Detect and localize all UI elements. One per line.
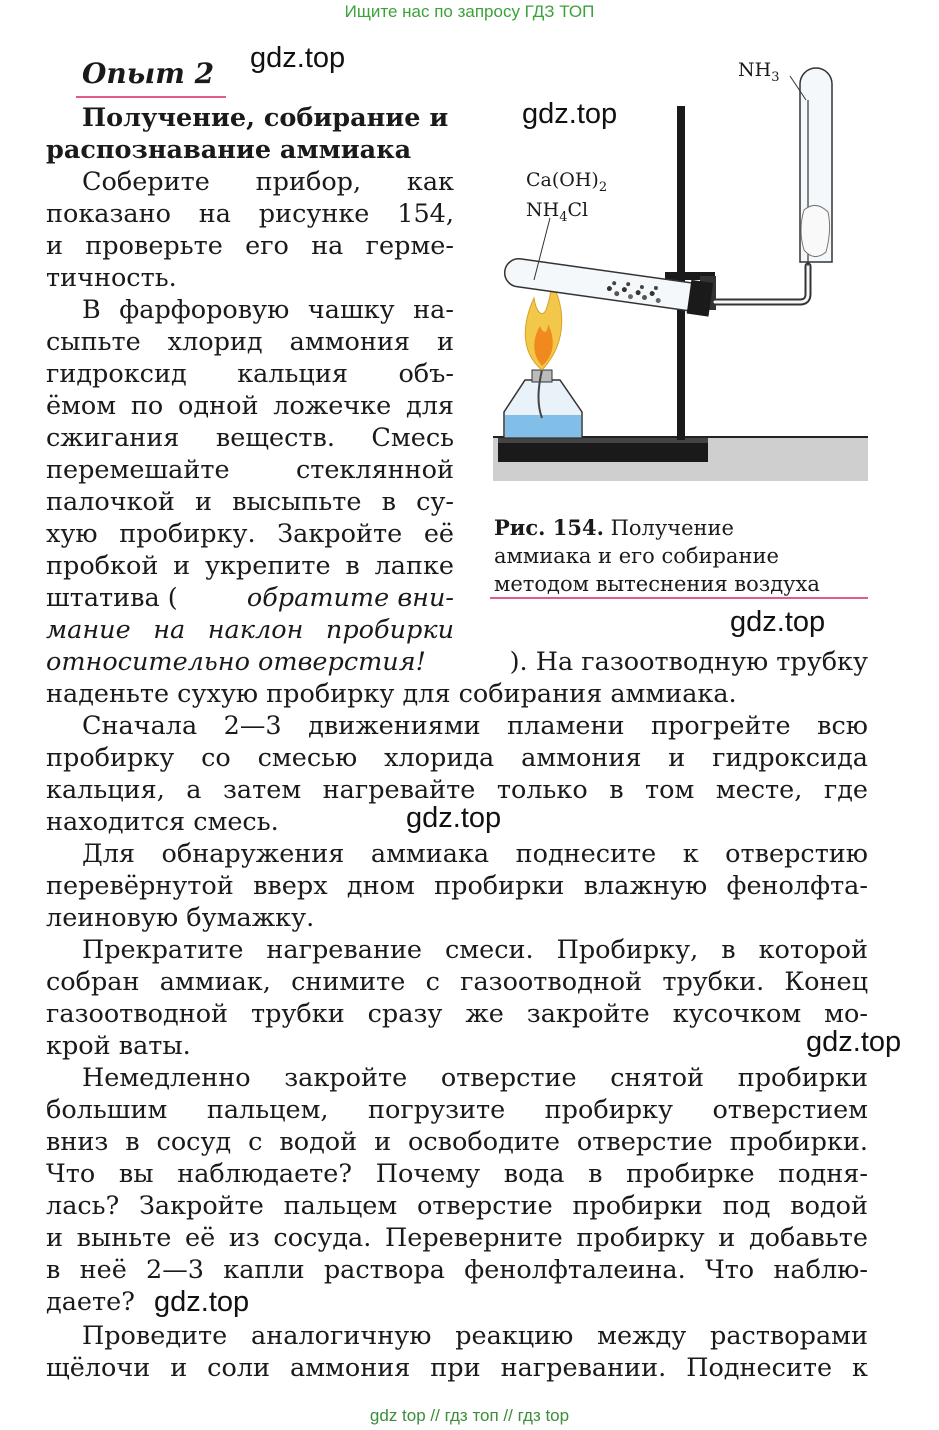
p3-line-1: Сначала 2—3 движениями пламени прогрейте всю [82, 711, 868, 741]
p2-line-10-italic: обратите вни- [246, 583, 454, 613]
caption-text-1: Получение [603, 516, 734, 540]
experiment-title: Опыт 2 [82, 57, 215, 90]
p4-line-1: Для обнаружения аммиака поднесите к отверстию [82, 839, 868, 869]
gas-delivery-tube-inner [715, 266, 808, 302]
watermark-2: gdz.top [522, 98, 618, 130]
p2-line-10 [46, 582, 454, 614]
p2-line-4: ёмом по одной ложечке для [46, 391, 454, 421]
heading-line-2: распознавание аммиака [46, 135, 412, 165]
bottom-banner[interactable]: gdz top // гдз топ // гдз top [369, 1406, 570, 1425]
p1-line-2: показано на рисунке 154, [46, 199, 454, 229]
watermark-6: gdz.top [154, 1286, 250, 1318]
p3-line-4: находится смесь. [46, 807, 279, 837]
p2-line-12-italic: относительно отверстия! [46, 647, 426, 677]
p2-line-9: пробкой и укрепите в лапке [46, 551, 454, 581]
p1-line-1: Соберите прибор, как [82, 167, 454, 197]
p5-line-4: крой ваты. [46, 1031, 191, 1061]
p5-line-3: газоотводной трубки сразу же закройте кусочком мо- [46, 999, 868, 1029]
p4-line-3: леиновую бумажку. [46, 903, 315, 933]
p2-line-11: мание на наклон пробирки [46, 615, 454, 645]
p6-line-1: Немедленно закройте отверстие снятой пробирки [82, 1063, 868, 1093]
title-underline [76, 96, 226, 98]
caption-underline [490, 597, 868, 599]
p2-line-2: сыпьте хлорид аммония и [46, 327, 454, 357]
p2-line-12 [46, 646, 868, 678]
p4-line-2: перевёрнутой вверх дном пробирки влажную фенолфта- [46, 871, 868, 901]
tube-stopper [687, 280, 714, 317]
gas-delivery-tube [715, 266, 808, 302]
p6-line-7: в неё 2—3 капли раствора фенолфталеина. Что наблю- [46, 1255, 868, 1285]
label-nh3: $NH_3$ [738, 59, 780, 85]
label-caoh2: $Ca(OH)_2$ [526, 169, 608, 195]
watermark-1: gdz.top [250, 42, 346, 74]
top-banner[interactable]: Ищите нас по запросу ГДЗ ТОП [344, 2, 595, 21]
caption-line-2: аммиака и его собирание [494, 544, 779, 568]
p2-line-13: наденьте сухую пробирку для собирания аммиака. [46, 679, 737, 709]
p7-line-1: Проведите аналогичную реакцию между растворами [82, 1321, 868, 1351]
p2-line-5: сжигания веществ. Смесь [46, 423, 454, 453]
p2-line-7: палочкой и высыпьте в су- [46, 487, 454, 517]
p2-line-8: хую пробирку. Закройте её [46, 519, 454, 549]
stand-base [498, 440, 708, 462]
lamp-water [505, 415, 581, 437]
p6-line-5: лась? Закройте пальцем отверстие пробирки под водой [46, 1191, 868, 1221]
watermark-3: gdz.top [730, 606, 826, 638]
p5-line-1: Прекратите нагревание смеси. Пробирку, в которой [82, 935, 868, 965]
label-nh4cl: $NH_4Cl$ [526, 199, 589, 225]
p2-line-10-plain: штатива ( [46, 583, 178, 613]
p6-line-2: большим пальцем, погрузите пробирку отверстием [46, 1095, 868, 1125]
p2-line-3: гидроксид кальция объ- [46, 359, 454, 389]
heading-line-1: Получение, собирание и [82, 103, 449, 133]
p3-line-3: кальция, а затем нагревайте только в том месте, где [46, 775, 868, 805]
p6-line-8: даете? [46, 1287, 135, 1317]
p2-line-12-plain: ). На газоотводную трубку [509, 647, 868, 677]
p2-line-1: В фарфоровую чашку на- [82, 295, 454, 325]
caption-line-1 [494, 514, 734, 542]
cotton-wool [801, 205, 830, 256]
p6-line-4: Что вы наблюдаете? Почему вода в пробирке подня- [46, 1159, 868, 1189]
p2-line-6: перемешайте стеклянной [46, 455, 454, 485]
p3-line-2: пробирку со смесью хлорида аммония и гидроксида [46, 743, 868, 773]
p1-line-3: и проверьте его на герме- [46, 231, 454, 261]
p7-line-2: щёлочи и соли аммония при нагревании. Поднесите к [46, 1353, 868, 1383]
p6-line-3: вниз в сосуд с водой и освободите отверстие пробирки. [46, 1127, 868, 1157]
p5-line-2: собран аммиак, снимите с газоотводной трубки. Конец [46, 967, 868, 997]
caption-line-3: методом вытеснения воздуха [494, 572, 820, 596]
caption-figure-number: Рис. 154. [494, 515, 604, 540]
watermark-5: gdz.top [806, 1026, 902, 1058]
p6-line-6: и выньте её из сосуда. Переверните пробирку и добавьте [46, 1223, 868, 1253]
watermark-4: gdz.top [406, 802, 502, 834]
p1-line-4: тичность. [46, 263, 177, 293]
